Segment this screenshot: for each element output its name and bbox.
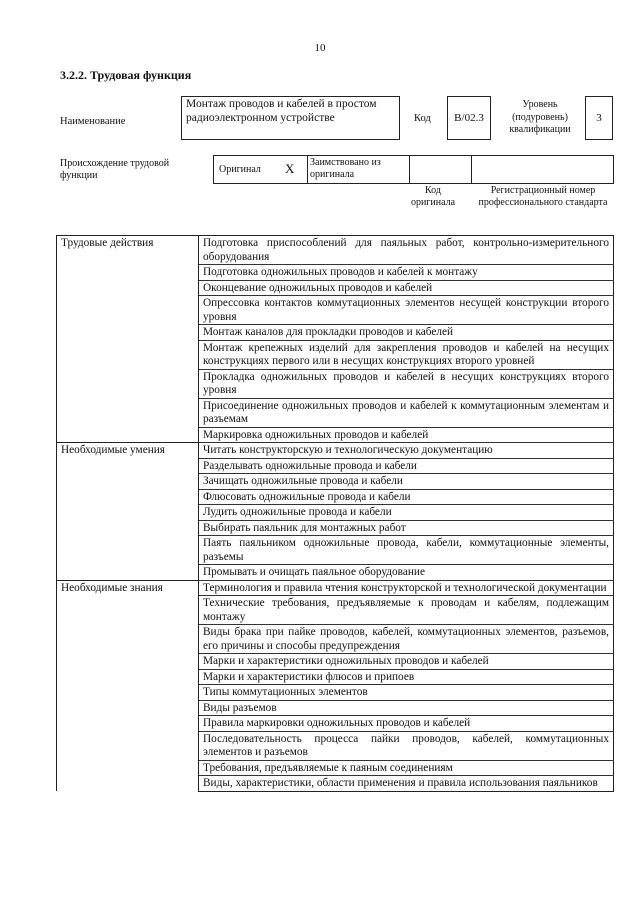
borrowed-label: Заимствовано из оригинала — [310, 157, 381, 180]
list-item: Промывать и очищать паяльное оборудование — [199, 565, 614, 581]
list-item: Подготовка приспособлений для паяльных работ, контрольно-измерительного оборудования — [199, 236, 614, 265]
page-number: 10 — [314, 42, 326, 54]
origin-label: Происхождение трудовой функции — [60, 158, 170, 181]
list-item: Типы коммутационных элементов — [199, 685, 614, 701]
list-item: Оконцевание одножильных проводов и кабелей — [199, 280, 614, 296]
list-item: Марки и характеристики флюсов и припоев — [199, 669, 614, 685]
origin-borrowed-cell — [307, 156, 410, 183]
origin-code-cell — [409, 156, 472, 183]
table-row — [57, 580, 614, 596]
table-row — [57, 236, 614, 265]
function-name-value: Монтаж проводов и кабелей в простом радиоэлектронном устройстве — [186, 98, 377, 124]
list-item: Подготовка одножильных проводов и кабелей к монтажу — [199, 265, 614, 281]
list-item: Опрессовка контактов коммутационных элементов несущей конструкции второго уровня — [199, 296, 614, 325]
section-title-cell: Необходимые знания — [57, 580, 199, 791]
list-item: Флюсовать одножильные провода и кабели — [199, 489, 614, 505]
list-item: Требования, предъявляемые к паяным соединениям — [199, 760, 614, 776]
list-item: Монтаж крепежных изделий для закрепления проводов и кабелей на несущих конструкциях первого или в несущих конструкциях второго уровней — [199, 340, 614, 369]
list-item: Паять паяльником одножильные провода, кабели, коммутационные элементы, разъемы — [199, 536, 614, 565]
list-item: Маркировка одножильных проводов и кабелей — [199, 427, 614, 443]
list-item: Виды, характеристики, области применения и правила использования паяльников — [199, 776, 614, 792]
list-item: Виды брака при пайке проводов, кабелей, коммутационных элементов, разъемов, его причины и способы предупреждения — [199, 625, 614, 654]
list-item: Присоединение одножильных проводов и кабелей к коммутационным элементам и разъемам — [199, 398, 614, 427]
list-item: Последовательность процесса пайки проводов, кабелей, коммутационных элементов и разъемов — [199, 731, 614, 760]
name-label: Наименование — [60, 116, 126, 127]
list-item: Зачищать одножильные провода и кабели — [199, 474, 614, 490]
level-value: 3 — [596, 112, 602, 124]
list-item: Выбирать паяльник для монтажных работ — [199, 520, 614, 536]
code-caption: Код оригинала — [410, 185, 456, 208]
original-mark: X — [285, 161, 295, 176]
code-box — [447, 96, 491, 140]
origin-reg-cell — [471, 156, 613, 183]
section-title-cell: Необходимые умения — [57, 443, 199, 581]
code-value: B/02.3 — [454, 112, 484, 124]
list-item: Монтаж каналов для прокладки проводов и кабелей — [199, 325, 614, 341]
list-item: Читать конструкторскую и технологическую документацию — [199, 443, 614, 459]
table-row — [57, 443, 614, 459]
level-box — [585, 96, 613, 140]
list-item: Марки и характеристики одножильных проводов и кабелей — [199, 654, 614, 670]
list-item: Разделывать одножильные провода и кабели — [199, 458, 614, 474]
level-label: Уровень (подуровень) квалификации — [509, 99, 571, 135]
original-label: Оригинал — [219, 164, 261, 175]
function-table — [56, 235, 614, 792]
list-item: Прокладка одножильных проводов и кабелей в несущих конструкциях второго уровня — [199, 369, 614, 398]
list-item: Правила маркировки одножильных проводов и кабелей — [199, 716, 614, 732]
origin-original-cell — [214, 156, 308, 183]
section-title: 3.2.2. Трудовая функция — [60, 68, 192, 82]
code-label: Код — [414, 113, 431, 124]
reg-caption: Регистрационный номер профессионального стандарта — [478, 185, 608, 208]
section-title-cell: Трудовые действия — [57, 236, 199, 443]
origin-row — [213, 155, 614, 184]
list-item: Технические требования, предъявляемые к проводам и кабелям, подлежащим монтажу — [199, 596, 614, 625]
list-item: Виды разъемов — [199, 700, 614, 716]
list-item: Лудить одножильные провода и кабели — [199, 505, 614, 521]
function-name-box — [181, 96, 400, 140]
list-item: Терминология и правила чтения конструкторской и технологической документации — [199, 580, 614, 596]
